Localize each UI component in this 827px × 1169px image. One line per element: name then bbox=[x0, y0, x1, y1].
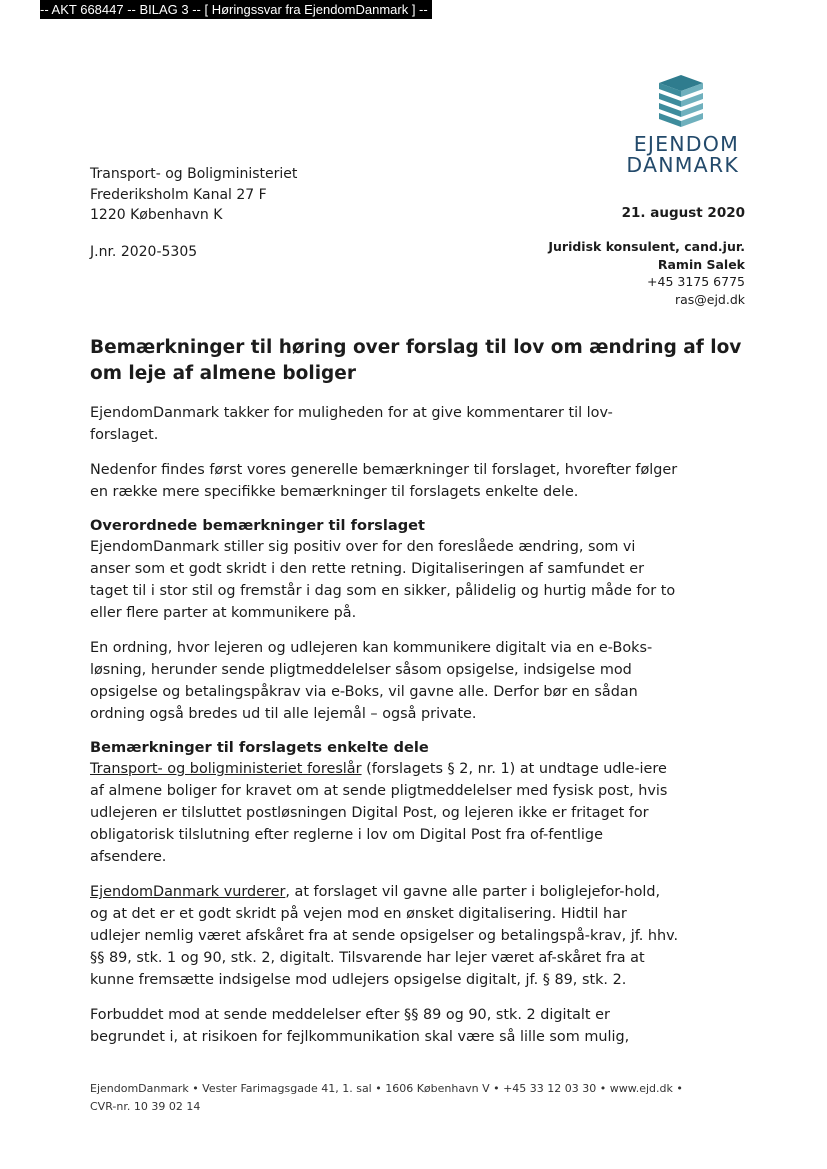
specific-paragraph-3: Forbuddet mod at sende meddelelser efter §§ 89 og 90, stk. 2 digitalt er begrundet i, at risikoen for fejlkommunikation skal være så lille som mulig, bbox=[90, 1007, 630, 1045]
specific-paragraph-2 bbox=[90, 881, 680, 991]
general-paragraph-1: EjendomDanmark stiller sig positiv over for den foreslåede ændring, som vi anser som et godt skridt i den rette retning. Digitaliseringen af samfundet er taget til i stor stil og fremstår i dag som en sikker, pålidelig og hurtig måde for to eller flere parter at kommunikere på. bbox=[90, 539, 676, 621]
assessment-text: , at forslaget vil gavne alle parter i boliglejefor-hold, og at det er et godt skridt på vejen mod en ønsket digitalisering. Hidtil har udlejer nemlig været afskåret fra at sende opsigelser og betalingspå-krav, jf. hhv. §§ 89, stk. 1 og 90, stk. 2, digitalt. Tilsvarende har lejer været af-skåret fra at kunne fremsætte indsigelse mod udlejers opsigelse digitalt, jf. § 89, stk. 2. bbox=[90, 884, 679, 988]
recipient-line-2: Frederiksholm Kanal 27 F bbox=[90, 186, 267, 203]
ministry-proposal-text: (forslagets § 2, nr. 1) at undtage udle-iere af almene boliger for kravet om at sende pligtmeddelelser med fysisk post, hvis udlejeren er tilsluttet postløsningen Digital Post, og lejeren ikke er fritaget for obligatorisk tilslutning efter reglerne i lov om Digital Post fra of-fentlige afsendere. bbox=[90, 761, 668, 865]
general-paragraph-2: En ordning, hvor lejeren og udlejeren kan kommunikere digitalt via en e-Boks-løsning, herunder sende pligtmeddelelser såsom opsigelse, indsigelse mod opsigelse og betalingspåkrav via e-Boks, vil gavne alle. Derfor bør en sådan ordning også bredes ud til alle lejemål – også private. bbox=[90, 640, 653, 722]
case-number: J.nr. 2020-5305 bbox=[90, 244, 198, 260]
footer-line-2: CVR-nr. 10 39 02 14 bbox=[90, 1100, 201, 1113]
sender-contact bbox=[548, 238, 745, 308]
sender-email: ras@ejd.dk bbox=[674, 291, 745, 307]
letter-body bbox=[90, 402, 680, 1061]
logo-wordmark bbox=[626, 134, 739, 176]
document-title: Bemærkninger til høring over forslag til lov om ændring af lov om leje af almene boliger bbox=[90, 337, 742, 384]
sender-phone: +45 3175 6775 bbox=[647, 274, 745, 289]
ejendom-danmark-logo-icon bbox=[653, 73, 709, 129]
recipient-address bbox=[90, 164, 297, 226]
specific-paragraph-1 bbox=[90, 758, 680, 868]
logo-line-1: EJENDOM bbox=[633, 132, 739, 156]
letter-footer bbox=[90, 1080, 683, 1116]
logo-line-2: DANMARK bbox=[626, 153, 739, 177]
document-id-banner: -- AKT 668447 -- BILAG 3 -- [ Høringssvar fra EjendomDanmark ] -- bbox=[40, 0, 432, 19]
recipient-line-3: 1220 København K bbox=[90, 207, 223, 223]
footer-line-1: EjendomDanmark • Vester Farimagsgade 41, 1. sal • 1606 København V • +45 33 12 03 30 • www.ejd.dk • bbox=[90, 1082, 683, 1095]
intro-paragraph-1: EjendomDanmark takker for muligheden for at give kommentarer til lov-forslaget. bbox=[90, 405, 613, 443]
section-heading-specific: Bemærkninger til forslagets enkelte dele bbox=[90, 739, 429, 756]
sender-title: Juridisk konsulent, cand.jur. bbox=[548, 239, 745, 254]
ministry-proposal-lead: Transport- og boligministeriet foreslår bbox=[90, 761, 362, 777]
section-heading-general: Overordnede bemærkninger til forslaget bbox=[90, 517, 426, 534]
recipient-line-1: Transport- og Boligministeriet bbox=[90, 166, 298, 182]
intro-paragraph-2: Nedenfor findes først vores generelle bemærkninger til forslaget, hvorefter følger en række mere specifikke bemærkninger til forslagets enkelte dele. bbox=[90, 462, 678, 500]
assessment-lead: EjendomDanmark vurderer bbox=[90, 884, 286, 900]
sender-name: Ramin Salek bbox=[657, 256, 745, 272]
letter-date: 21. august 2020 bbox=[621, 205, 745, 221]
